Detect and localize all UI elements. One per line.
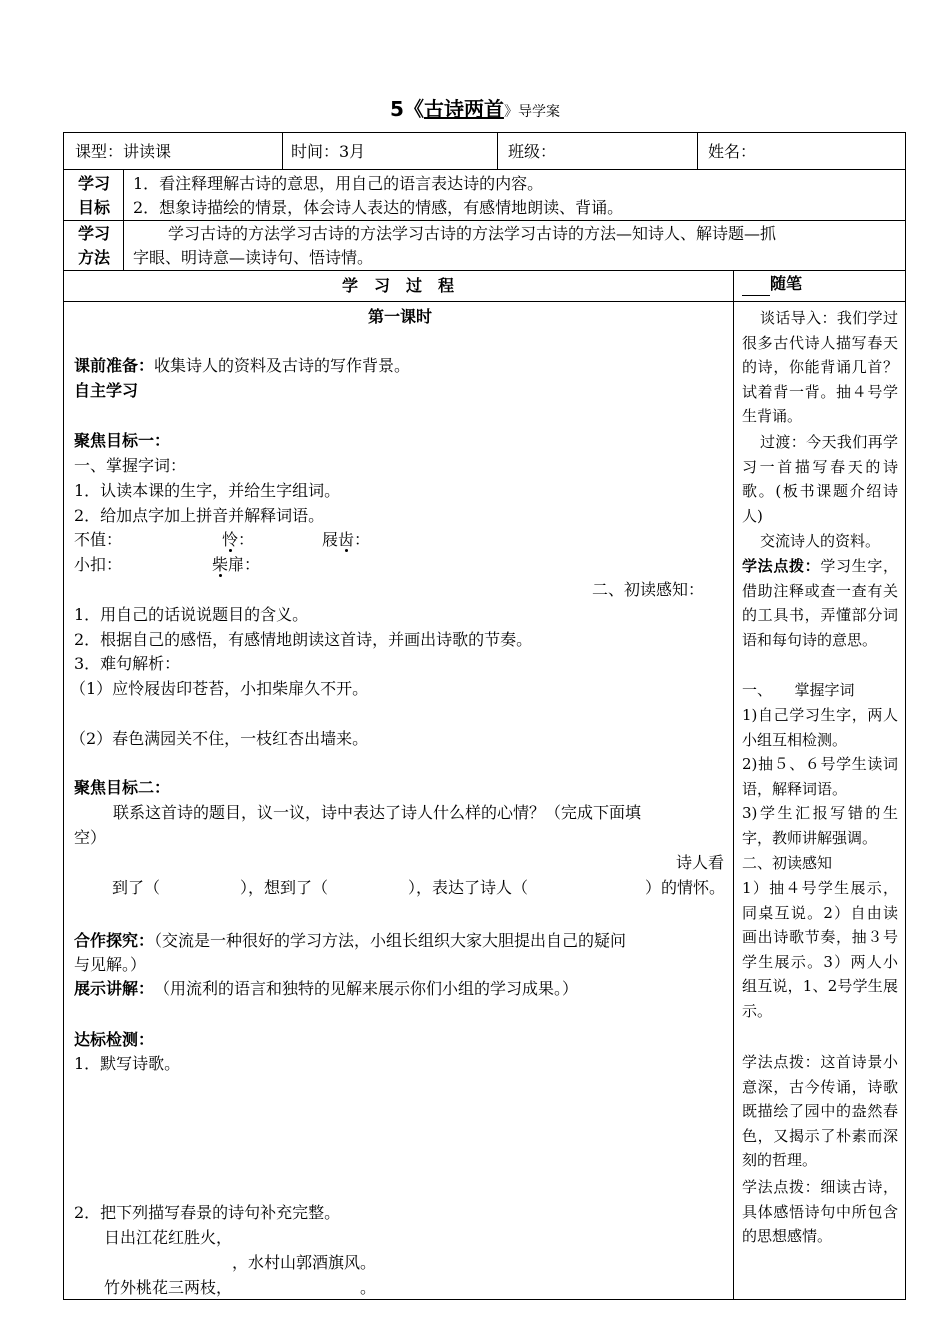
table-rule-header <box>63 169 906 170</box>
section-1: 一、掌握字词： <box>74 456 187 475</box>
side-transition: 过渡：今天我们再学习一首描写春天的诗歌。(板书课题介绍诗人) <box>742 433 898 525</box>
label-divider <box>123 169 124 271</box>
question-line-2: 空） <box>74 828 107 847</box>
word-lian-char: 怜 <box>222 530 239 549</box>
title-number: 5《 <box>390 97 424 121</box>
section-2: 二、初读感知： <box>591 580 704 599</box>
table-rule-process <box>63 301 906 302</box>
header-divider-2 <box>497 132 498 170</box>
fill-blank-3: ），表达了诗人（ <box>408 878 529 897</box>
word-buzhi: 不值： <box>74 530 123 549</box>
table-rule-method <box>63 270 906 271</box>
class-field: 班级： <box>508 142 557 161</box>
header-divider-3 <box>697 132 698 170</box>
title-suffix: 》导学案 <box>503 104 560 120</box>
test-item-1: 1．默写诗歌。 <box>74 1054 181 1073</box>
word-xiaokou: 小扣： <box>74 555 123 574</box>
word-jichi-char-1: 屐 <box>322 530 339 549</box>
word-row-1 <box>74 528 726 553</box>
side-words-2: 2)抽５、６号学生读词语，解释词语。 <box>742 755 898 798</box>
self-study: 自主学习 <box>74 381 139 400</box>
side-method-1-text: 学习生字，借助注释或查一查有关的工具书，弄懂部分词语和每句诗的意思。 <box>742 557 898 649</box>
table-border-top <box>63 132 906 133</box>
method-label-1: 学习 <box>78 224 111 243</box>
side-intro: 谈话导入：我们学过很多古代诗人描写春天的诗，你能背诵几首？试着背一背。抽４号学生背诵。 <box>742 309 898 426</box>
prep-text: 收集诗人的资料及古诗的写作背景。 <box>154 356 411 375</box>
poem-line-2: ，水村山郭酒旗风。 <box>232 1253 377 1272</box>
fill-blank-2: ），想到了（ <box>240 878 329 897</box>
fill-blank-1: 到了（ <box>112 878 161 897</box>
side-words-3: 3)学生汇报写错的生字，教师讲解强调。 <box>742 804 898 847</box>
method-label-2: 方法 <box>78 248 111 267</box>
table-rule-goals <box>63 220 906 221</box>
word-jichi <box>322 528 370 553</box>
poem-line-3 <box>104 1276 756 1301</box>
section-1-item-2: 2．给加点字加上拼音并解释词语。 <box>74 506 325 525</box>
word-lian-colon: ： <box>238 530 255 549</box>
side-method-3: 学法点拨：细读古诗，具体感悟诗句中所包含的思想感情。 <box>742 1178 898 1246</box>
section-2-item-2: 2．根据自己的感悟，有感情地朗读这首诗，并画出诗歌的节奏。 <box>74 630 533 649</box>
hard-sentence-1: （1）应怜屐齿印苍苔，小扣柴扉久不开。 <box>70 679 369 698</box>
side-words-1: 1)自己学习生字，两人小组互相检测。 <box>742 706 898 749</box>
course-type: 课型：讲读课 <box>75 142 172 161</box>
goals-label-1: 学习 <box>78 174 111 193</box>
goal-1: 1．看注释理解古诗的意思，用自己的语言表达诗的内容。 <box>133 174 544 193</box>
side-read-title: 二、初读感知 <box>742 854 833 872</box>
poem-line-3-text: 竹外桃花三两枝， <box>104 1278 233 1297</box>
notes-header-label: 随笔 <box>770 274 803 293</box>
coop-text: （交流是一种很好的学习方法，小组长组织大家大胆提出自己的疑问 <box>154 931 627 950</box>
word-lian <box>222 528 254 553</box>
method-line-1: 学习古诗的方法学习古诗的方法学习古诗的方法学习古诗的方法—知诗人、解诗题—抓 <box>168 224 777 243</box>
section-2-item-1: 1．用自己的话说说题目的含义。 <box>74 605 309 624</box>
word-jichi-char-2: 齿 <box>338 530 355 549</box>
header-divider-1 <box>282 132 283 170</box>
goal-2: 2．想象诗描绘的情景，体会诗人表达的情感，有感情地朗读、背诵。 <box>133 198 624 217</box>
fill-line-1: 诗人看 <box>675 853 724 872</box>
word-jichi-colon: ： <box>354 530 371 549</box>
page-title <box>0 96 950 125</box>
test-item-2: 2．把下列描写春景的诗句补充完整。 <box>74 1203 341 1222</box>
fill-blank-end: ）的情怀。 <box>645 878 726 897</box>
word-chaifei <box>212 553 260 578</box>
side-method-2: 学法点拨：这首诗景小意深，古今传诵，诗歌既描绘了园中的盎然春色，又揭示了朴素而深刻的哲理。 <box>742 1053 898 1170</box>
show-line <box>74 977 726 1002</box>
poem-line-3-end: 。 <box>360 1278 377 1297</box>
show-label: 展示讲解： <box>74 979 155 998</box>
coop-line-1 <box>74 929 726 954</box>
side-words-title: 一、 掌握字词 <box>742 681 855 699</box>
side-read-steps: 1）抽４号学生展示，同桌互说。2）自由读画出诗歌节奏，抽３号学生展示。3）两人小组互说，1、2号学生展示。 <box>742 879 898 1020</box>
focus-1: 聚焦目标一： <box>74 431 171 450</box>
question-line-1: 联系这首诗的题目，议一议，诗中表达了诗人什么样的心情？（完成下面填 <box>113 803 642 822</box>
word-row-2 <box>74 553 726 578</box>
goals-label-2: 目标 <box>78 198 111 217</box>
test-label: 达标检测： <box>74 1030 155 1049</box>
process-header: 学 习 过 程 <box>341 276 454 295</box>
word-chaifei-rest: 扉： <box>228 555 261 574</box>
section-2-item-3: 3．难句解析： <box>74 654 181 673</box>
coop-line-2: 与见解。） <box>74 955 147 974</box>
lesson-title: 第一课时 <box>367 307 432 326</box>
side-poet-info: 交流诗人的资料。 <box>760 532 881 550</box>
method-line-2: 字眼、明诗意—读诗句、悟诗情。 <box>133 248 374 267</box>
notes-divider <box>733 270 734 1300</box>
prep-label: 课前准备： <box>74 356 155 375</box>
name-field: 姓名： <box>708 142 757 161</box>
poem-line-1: 日出江花红胜火， <box>104 1228 233 1247</box>
focus-2: 聚焦目标二： <box>74 778 171 797</box>
table-border-right <box>905 132 906 1300</box>
notes-header <box>742 272 802 296</box>
coop-label: 合作探究： <box>74 931 155 950</box>
title-name: 古诗两首 <box>423 97 504 121</box>
section-1-item-1: 1．认读本课的生字，并给生字组词。 <box>74 481 341 500</box>
show-text: （用流利的语言和独特的见解来展示你们小组的学习成果。） <box>162 979 579 998</box>
table-border-left <box>63 132 64 1300</box>
notes-underline <box>742 277 770 296</box>
side-method-1-label: 学法点拨： <box>742 557 821 575</box>
prep-line <box>74 354 726 379</box>
word-chaifei-char-1: 柴 <box>212 555 229 574</box>
side-method-1 <box>742 554 898 652</box>
hard-sentence-2: （2）春色满园关不住，一枝红杏出墙来。 <box>70 729 369 748</box>
time-field: 时间：3月 <box>291 142 366 161</box>
